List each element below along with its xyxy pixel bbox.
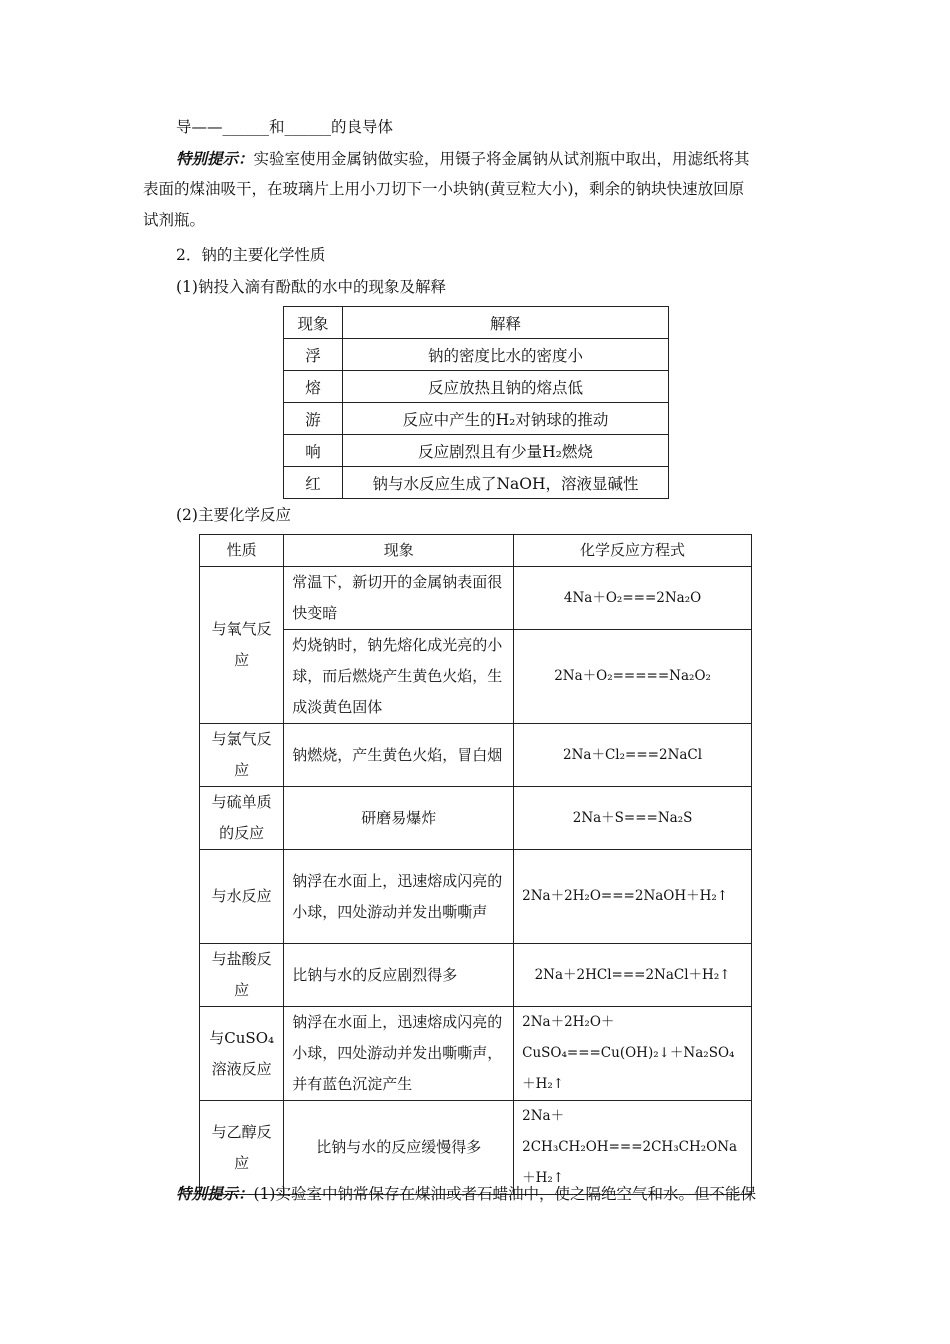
header-cell: 解释	[343, 307, 669, 339]
tip-text-c: 试剂瓶。	[143, 211, 206, 229]
tip-label: 特别提示：	[176, 149, 254, 168]
equation-cell: 2Na＋2H₂O＋CuSO₄===Cu(OH)₂↓＋Na₂SO₄＋H₂↑	[514, 1007, 752, 1101]
property-cell: 与水反应	[200, 850, 284, 944]
table-row	[200, 1007, 752, 1101]
table-header-row	[200, 535, 752, 567]
property-cell: 与氧气反应	[200, 567, 284, 724]
table-cell: 反应剧烈且有少量H₂燃烧	[343, 435, 669, 467]
table-row	[284, 435, 669, 467]
tip-text-a: 实验室使用金属钠做实验，用镊子将金属钠从试剂瓶中取出，用滤纸将其	[253, 150, 750, 168]
table-header-row	[284, 307, 669, 339]
conductor-line: 导——______和______的良导体	[176, 118, 394, 136]
property-cell: 与乙醇反应	[200, 1101, 284, 1195]
table-cell: 浮	[284, 339, 343, 371]
header-cell: 现象	[284, 307, 343, 339]
section-heading: 2．钠的主要化学性质	[176, 246, 326, 264]
tip-text-b: 表面的煤油吸干，在玻璃片上用小刀切下一小块钠(黄豆粒大小)，剩余的钠块快速放回原	[143, 180, 745, 198]
table-row	[200, 787, 752, 850]
table-row	[284, 371, 669, 403]
equation-cell: 2Na＋Cl₂===2NaCl	[514, 724, 752, 787]
table-cell: 熔	[284, 371, 343, 403]
tip-label: 特别提示：	[176, 1184, 254, 1203]
phenomenon-cell: 钠浮在水面上，迅速熔成闪亮的小球，四处游动并发出嘶嘶声	[284, 850, 514, 944]
subheading-2: (2)主要化学反应	[176, 506, 291, 524]
phenomenon-cell: 钠燃烧，产生黄色火焰，冒白烟	[284, 724, 514, 787]
table-cell: 钠与水反应生成了NaOH，溶液显碱性	[343, 467, 669, 499]
equation-cell: 2Na＋S===Na₂S	[514, 787, 752, 850]
equation-cell: 4Na＋O₂===2Na₂O	[514, 567, 752, 630]
equation-cell: 2Na＋2CH₃CH₂OH===2CH₃CH₂ONa＋H₂↑	[514, 1101, 752, 1195]
header-cell: 现象	[284, 535, 514, 567]
property-cell: 与CuSO₄溶液反应	[200, 1007, 284, 1101]
tip-paragraph-2	[176, 1178, 816, 1210]
property-cell: 与氯气反应	[200, 724, 284, 787]
equation-cell: 2Na＋O₂=====Na₂O₂	[514, 630, 752, 724]
header-cell: 性质	[200, 535, 284, 567]
table-row	[200, 850, 752, 944]
table-row	[284, 403, 669, 435]
table-row	[200, 724, 752, 787]
tip-paragraph-1	[176, 143, 810, 175]
table-cell: 钠的密度比水的密度小	[343, 339, 669, 371]
table-cell: 游	[284, 403, 343, 435]
table-cell: 红	[284, 467, 343, 499]
table-row	[284, 339, 669, 371]
equation-cell: 2Na＋2H₂O===2NaOH＋H₂↑	[514, 850, 752, 944]
table-cell: 响	[284, 435, 343, 467]
phenomenon-table	[283, 306, 669, 499]
table-row	[200, 944, 752, 1007]
header-cell: 化学反应方程式	[514, 535, 752, 567]
phenomenon-cell: 灼烧钠时，钠先熔化成光亮的小球，而后燃烧产生黄色火焰，生成淡黄色固体	[284, 630, 514, 724]
table-cell: 反应放热且钠的熔点低	[343, 371, 669, 403]
phenomenon-cell: 比钠与水的反应缓慢得多	[284, 1101, 514, 1195]
subheading-1: (1)钠投入滴有酚酞的水中的现象及解释	[176, 278, 446, 296]
tip-text: (1)实验室中钠常保存在煤油或者石蜡油中，使之隔绝空气和水。但不能保	[253, 1185, 756, 1203]
phenomenon-cell: 钠浮在水面上，迅速熔成闪亮的小球，四处游动并发出嘶嘶声，并有蓝色沉淀产生	[284, 1007, 514, 1101]
property-cell: 与硫单质的反应	[200, 787, 284, 850]
property-cell: 与盐酸反应	[200, 944, 284, 1007]
table-cell: 反应中产生的H₂对钠球的推动	[343, 403, 669, 435]
equation-cell: 2Na＋2HCl===2NaCl＋H₂↑	[514, 944, 752, 1007]
table-row	[284, 467, 669, 499]
phenomenon-cell: 比钠与水的反应剧烈得多	[284, 944, 514, 1007]
reaction-table	[199, 534, 752, 1195]
phenomenon-cell: 常温下，新切开的金属钠表面很快变暗	[284, 567, 514, 630]
table-row	[200, 567, 752, 630]
phenomenon-cell: 研磨易爆炸	[284, 787, 514, 850]
